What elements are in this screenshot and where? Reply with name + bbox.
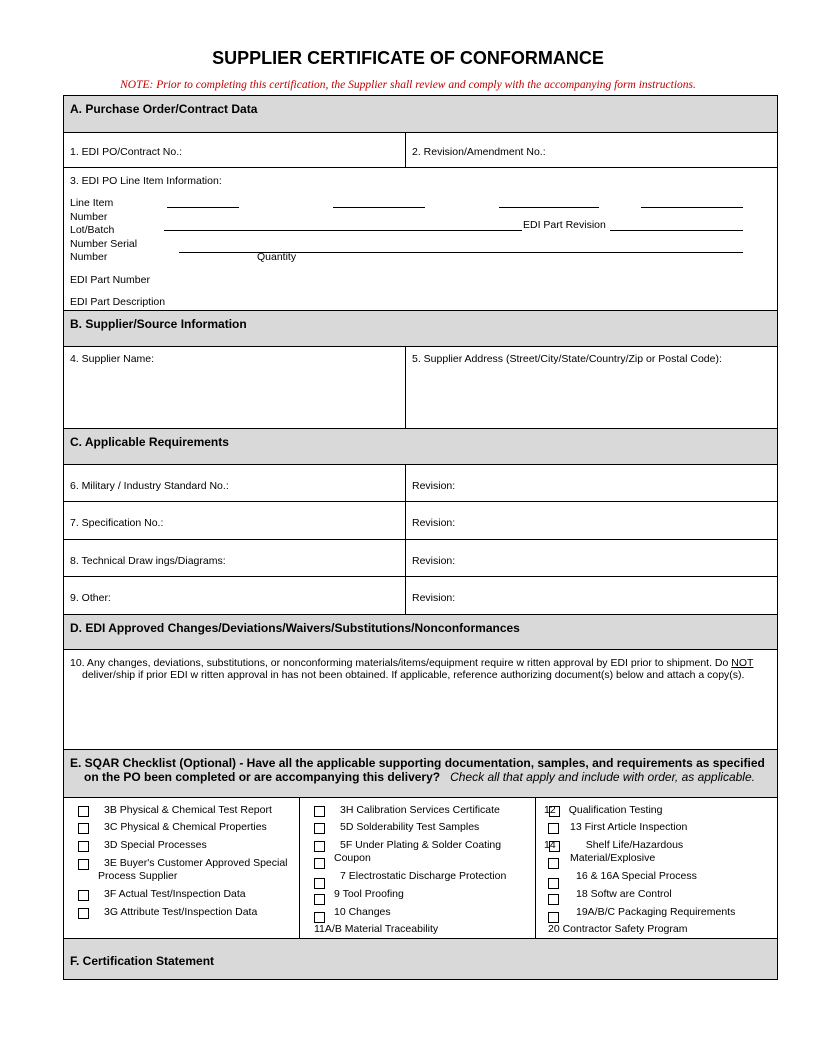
form-title: SUPPLIER CERTIFICATE OF CONFORMANCE — [212, 48, 604, 68]
checkbox-5d[interactable] — [314, 823, 325, 834]
line-item-info-label: 3. EDI PO Line Item Information: — [70, 175, 222, 187]
checkbox-18[interactable] — [548, 894, 559, 905]
checkbox-3h[interactable] — [314, 806, 325, 817]
checkbox-3g[interactable] — [78, 908, 89, 919]
number-label-2: Number — [70, 251, 108, 263]
checklist-3b[interactable]: 3B Physical & Chemical Test Report — [78, 804, 272, 816]
section-b-heading: B. Supplier/Source Information — [64, 311, 777, 347]
checkbox-3c[interactable] — [78, 823, 89, 834]
checklist-20: 20 Contractor Safety Program — [548, 923, 688, 935]
quantity-label: Quantity — [257, 251, 297, 263]
specification-no-field[interactable]: 7. Specification No.: — [64, 502, 406, 539]
section-e-heading-a: E. SQAR Checklist (Optional) - Have all the applicable supporting documentation, samples, and requirements as specified — [70, 756, 765, 770]
checklist-3g[interactable]: 3G Attribute Test/Inspection Data — [78, 906, 257, 918]
checklist-3h[interactable]: 3H Calibration Services Certificate — [314, 804, 500, 816]
checklist-3e[interactable]: 3E Buyer's Customer Approved Special — [78, 857, 288, 869]
supplier-name-field[interactable]: 4. Supplier Name: — [64, 347, 406, 428]
changes-text-b: deliver/ship if prior EDI w ritten approval in has not been obtained. If applicable, reference authorizing document(s) below and attach a copy(s). — [82, 669, 745, 681]
line-item-field-3[interactable] — [499, 207, 599, 208]
number-serial-label: Number Serial — [70, 238, 138, 250]
other-field[interactable]: 9. Other: — [64, 577, 406, 614]
checklist-19abc[interactable]: 19A/B/C Packaging Requirements — [548, 906, 735, 918]
checklist-3c[interactable]: 3C Physical & Chemical Properties — [78, 821, 267, 833]
checklist-16[interactable]: 16 & 16A Special Process — [548, 870, 697, 882]
form-body — [63, 95, 778, 980]
form-note: NOTE: Prior to completing this certification, the Supplier shall review and comply with the accompanying form instructions. — [120, 79, 696, 91]
edi-part-description-label: EDI Part Description — [70, 296, 166, 308]
checkbox-3d[interactable] — [78, 841, 89, 852]
checklist-14[interactable]: 14 Shelf Life/Hazardous — [544, 839, 684, 851]
checkbox-3f[interactable] — [78, 890, 89, 901]
checklist-18[interactable]: 18 Softw are Control — [548, 888, 672, 900]
edi-part-revision-field[interactable] — [610, 230, 743, 231]
specification-revision-field[interactable]: Revision: — [412, 517, 456, 529]
checkbox-3b[interactable] — [78, 806, 89, 817]
section-f-heading: F. Certification Statement — [64, 939, 777, 979]
po-contract-field[interactable]: 1. EDI PO/Contract No.: — [64, 133, 406, 167]
checkbox-3e[interactable] — [78, 859, 89, 870]
checklist-5f-cont: Coupon — [314, 852, 371, 864]
drawings-revision-field[interactable]: Revision: — [412, 555, 456, 567]
checklist-5f[interactable]: 5F Under Plating & Solder Coating — [314, 839, 501, 851]
checklist-12-num: 12 — [544, 804, 556, 816]
checklist-5d[interactable]: 5D Solderability Test Samples — [314, 821, 479, 833]
line-item-field-2[interactable] — [333, 207, 425, 208]
checklist-3d[interactable]: 3D Special Processes — [78, 839, 207, 851]
section-e-heading-b: on the PO been completed or are accompanying this delivery? — [84, 770, 441, 784]
checklist-10[interactable]: 10 Changes — [314, 906, 391, 918]
checklist-11ab: 11A/B Material Traceability — [314, 923, 439, 935]
checkbox-10[interactable] — [314, 912, 325, 923]
section-e-heading — [64, 750, 777, 798]
standard-revision-field[interactable]: Revision: — [412, 480, 456, 492]
revision-amendment-field[interactable]: 2. Revision/Amendment No.: — [412, 146, 546, 158]
checklist-12[interactable]: 12 Qualification Testing — [544, 804, 663, 816]
changes-text-a: 10. Any changes, deviations, substitutions, or nonconforming materials/items/equipment require w ritten approval by EDI prior to shipment. Do — [70, 657, 732, 669]
section-c-heading: C. Applicable Requirements — [64, 429, 777, 465]
checkbox-12[interactable] — [549, 806, 560, 817]
checkbox-19abc[interactable] — [548, 912, 559, 923]
other-revision-field[interactable]: Revision: — [412, 592, 456, 604]
section-d-heading: D. EDI Approved Changes/Deviations/Waivers/Substitutions/Nonconformances — [64, 615, 777, 650]
section-e-instruction: Check all that apply and include with order, as applicable. — [450, 770, 755, 784]
line-item-label: Line Item — [70, 197, 114, 209]
number-label: Number — [70, 211, 108, 223]
checkbox-14[interactable] — [549, 841, 560, 852]
column-divider-1 — [299, 798, 300, 938]
sqar-checklist — [64, 798, 777, 939]
edi-part-number-label: EDI Part Number — [70, 274, 150, 286]
checklist-3e-cont: Process Supplier — [98, 870, 178, 882]
edi-part-revision-label: EDI Part Revision — [523, 219, 606, 231]
technical-drawings-field[interactable]: 8. Technical Draw ings/Diagrams: — [64, 540, 406, 576]
checklist-7[interactable]: 7 Electrostatic Discharge Protection — [314, 870, 506, 882]
lot-batch-field[interactable] — [164, 230, 522, 231]
checklist-13[interactable]: 13 First Article Inspection — [548, 821, 687, 833]
checklist-14-cont: Material/Explosive — [548, 852, 655, 864]
line-item-block — [64, 168, 777, 311]
checkbox-14-extra[interactable] — [548, 858, 559, 869]
checkbox-5f[interactable] — [314, 841, 325, 852]
checkbox-9[interactable] — [314, 894, 325, 905]
standard-no-field[interactable]: 6. Military / Industry Standard No.: — [64, 465, 406, 501]
changes-statement[interactable] — [64, 650, 777, 750]
checkbox-5f-extra[interactable] — [314, 858, 325, 869]
checklist-14-num: 14 — [544, 839, 556, 851]
checkbox-13[interactable] — [548, 823, 559, 834]
line-item-field-1[interactable] — [167, 207, 239, 208]
checklist-9[interactable]: 9 Tool Proofing — [314, 888, 404, 900]
column-divider-2 — [535, 798, 536, 938]
lot-batch-label: Lot/Batch — [70, 224, 115, 236]
checklist-3f[interactable]: 3F Actual Test/Inspection Data — [78, 888, 246, 900]
not-emphasis: NOT — [731, 657, 754, 669]
line-item-field-4[interactable] — [641, 207, 743, 208]
section-a-heading: A. Purchase Order/Contract Data — [64, 96, 777, 133]
supplier-address-field[interactable]: 5. Supplier Address (Street/City/State/Country/Zip or Postal Code): — [412, 353, 722, 365]
